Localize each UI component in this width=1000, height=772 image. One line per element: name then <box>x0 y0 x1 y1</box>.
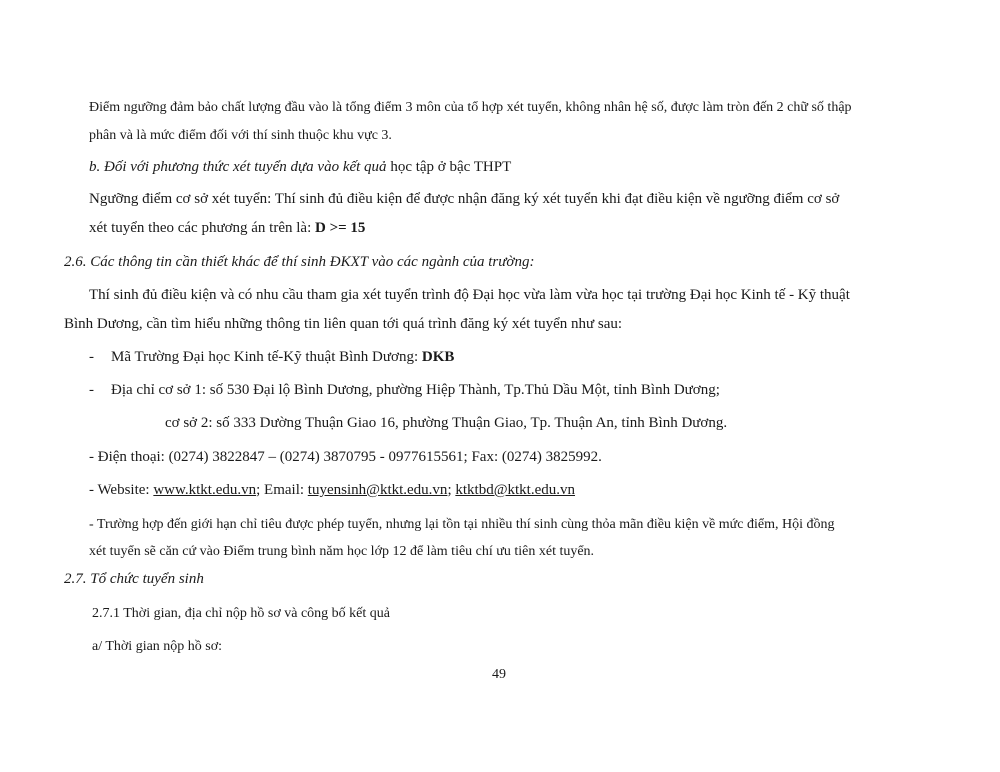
website-link[interactable]: www.ktkt.edu.vn <box>153 482 257 498</box>
list-item-school-code <box>89 348 454 366</box>
threshold-paragraph-line-1: Điểm ngưỡng đảm bảo chất lượng đầu vào là tổng điểm 3 môn của tổ hợp xét tuyển, không nhân hệ số, được làm tròn đến 2 chữ số thập <box>89 100 852 115</box>
page-number: 49 <box>492 667 506 682</box>
tiebreak-paragraph-line-1: - Trường hợp đến giới hạn chỉ tiêu được phép tuyển, nhưng lại tồn tại nhiều thí sinh cùng thỏa mãn điều kiện về mức điểm, Hội đồng <box>89 517 835 532</box>
info-paragraph-line-2: Bình Dương, cần tìm hiểu những thông tin liên quan tới quá trình đăng ký xét tuyển như sau: <box>64 316 623 332</box>
threshold-paragraph-line-2: phân và là mức điểm đối với thí sinh thuộc khu vực 3. <box>89 128 392 143</box>
section-b-normal: học tập ở bậc THPT <box>386 159 512 175</box>
item-a-submission-time: a/ Thời gian nộp hồ sơ: <box>92 639 223 654</box>
info-paragraph-line-1: Thí sinh đủ điều kiện và có nhu cầu tham gia xét tuyển trình độ Đại học vừa làm vừa học tại trường Đại học Kinh tế - Kỹ thuật <box>89 287 850 303</box>
email-link-ktktbd[interactable]: ktktbd@ktkt.edu.vn <box>455 482 576 498</box>
section-b-heading <box>89 158 511 176</box>
base-score-prefix: xét tuyển theo các phương án trên là: <box>89 220 315 236</box>
contact-line <box>89 481 575 499</box>
email-separator: ; <box>447 482 456 498</box>
heading-2-6: 2.6. Các thông tin cần thiết khác để thí sinh ĐKXT vào các ngành của trường: <box>64 254 535 270</box>
email-link-tuyensinh[interactable]: tuyensinh@ktkt.edu.vn <box>307 482 448 498</box>
email-label: ; Email: <box>256 482 308 498</box>
school-code-label: Mã Trường Đại học Kinh tế-Kỹ thuật Bình Dương: <box>111 349 422 365</box>
heading-2-7: 2.7. Tổ chức tuyển sinh <box>64 571 204 587</box>
school-code-value: DKB <box>421 349 455 365</box>
address-campus-2: cơ sở 2: số 333 Dường Thuận Giao 16, phường Thuận Giao, Tp. Thuận An, tỉnh Bình Dương. <box>165 415 728 431</box>
address-campus-1: Địa chỉ cơ sở 1: số 530 Đại lộ Bình Dương, phường Hiệp Thành, Tp.Thủ Dầu Một, tỉnh Bình Dương; <box>111 382 720 398</box>
website-label: - Website: <box>89 482 154 498</box>
base-score-paragraph-line-1: Ngưỡng điểm cơ sở xét tuyển: Thí sinh đủ điều kiện để được nhận đăng ký xét tuyển khi đạt điều kiện về ngưỡng điểm cơ sở <box>89 191 840 207</box>
phone-line: - Điện thoại: (0274) 3822847 – (0274) 3870795 - 0977615561; Fax: (0274) 3825992. <box>89 449 602 465</box>
tiebreak-paragraph-line-2: xét tuyển sẽ căn cứ vào Điểm trung bình năm học lớp 12 để làm tiêu chí ưu tiên xét tuyển. <box>89 544 595 559</box>
base-score-value: D >= 15 <box>314 220 366 236</box>
list-bullet: - <box>89 349 94 365</box>
list-bullet: - <box>89 382 94 398</box>
section-b-italic: b. Đối với phương thức xét tuyển dựa vào kết quả <box>89 159 387 175</box>
heading-2-7-1: 2.7.1 Thời gian, địa chỉ nộp hồ sơ và công bố kết quả <box>92 606 390 621</box>
base-score-paragraph-line-2 <box>89 219 365 237</box>
list-item-address <box>89 381 720 399</box>
